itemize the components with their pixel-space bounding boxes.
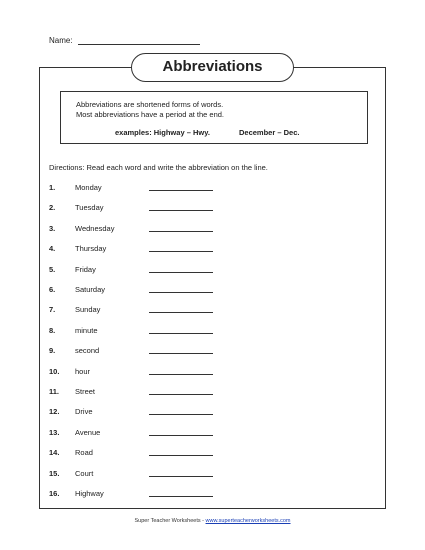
item-word: Highway	[75, 489, 104, 498]
item-number: 11.	[49, 387, 60, 396]
answer-line[interactable]	[149, 333, 213, 334]
answer-line[interactable]	[149, 455, 213, 456]
answer-line[interactable]	[149, 353, 213, 354]
answer-line[interactable]	[149, 210, 213, 211]
answer-line[interactable]	[149, 292, 213, 293]
item-number: 2.	[49, 203, 56, 213]
item-word: Thursday	[75, 244, 107, 254]
name-label: Name:	[49, 36, 73, 45]
footer-brand: Super Teacher Worksheets	[134, 518, 201, 524]
item-word: Drive	[75, 407, 93, 417]
answer-line[interactable]	[149, 496, 213, 497]
item-number: 3.	[49, 223, 56, 233]
item-word: Court	[75, 468, 94, 478]
item-number: 16.	[49, 489, 60, 498]
item-word: Tuesday	[75, 203, 104, 213]
info-box	[60, 91, 368, 144]
item-number: 1.	[49, 183, 56, 192]
item-number: 15.	[49, 468, 60, 478]
item-word: Street	[75, 387, 96, 396]
item-number: 4.	[49, 244, 56, 254]
answer-line[interactable]	[149, 435, 213, 436]
answer-line[interactable]	[149, 312, 213, 313]
item-number: 6.	[49, 285, 56, 294]
item-number: 9.	[49, 346, 56, 356]
item-word: Friday	[75, 264, 96, 274]
item-number: 7.	[49, 305, 56, 315]
item-word: Sunday	[75, 305, 101, 315]
item-word: Road	[75, 448, 93, 458]
item-word: Monday	[75, 183, 102, 192]
answer-line[interactable]	[149, 251, 213, 252]
answer-line[interactable]	[149, 414, 213, 415]
footer-link[interactable]: www.superteacherworksheets.com	[205, 518, 291, 524]
item-word: Saturday	[75, 285, 106, 294]
info-line-2: Most abbreviations have a period at the end.	[76, 110, 225, 119]
item-number: 5.	[49, 264, 56, 274]
item-word: Avenue	[75, 427, 101, 437]
examples-text-2: December – Dec.	[239, 128, 300, 137]
item-number: 10.	[49, 366, 60, 376]
answer-line[interactable]	[149, 374, 213, 375]
answer-line[interactable]	[149, 476, 213, 477]
item-word: second	[75, 346, 100, 356]
item-number: 13.	[49, 427, 60, 437]
footer-separator: -	[202, 518, 204, 524]
item-number: 14.	[49, 448, 60, 458]
answer-line[interactable]	[149, 231, 213, 232]
answer-line[interactable]	[149, 272, 213, 273]
answer-line[interactable]	[149, 190, 213, 191]
name-field-line[interactable]	[78, 44, 200, 45]
worksheet-title: Abbreviations	[131, 53, 294, 82]
item-number: 12.	[49, 407, 60, 417]
directions-text: Directions: Read each word and write the abbreviation on the line.	[49, 163, 268, 172]
footer	[0, 518, 425, 524]
item-word: Wednesday	[75, 223, 115, 233]
item-word: minute	[75, 325, 98, 335]
examples-text: examples: Highway – Hwy.	[115, 128, 210, 137]
answer-line[interactable]	[149, 394, 213, 395]
item-word: hour	[75, 366, 91, 376]
item-number: 8.	[49, 325, 56, 335]
info-line-1: Abbreviations are shortened forms of words.	[76, 100, 224, 109]
